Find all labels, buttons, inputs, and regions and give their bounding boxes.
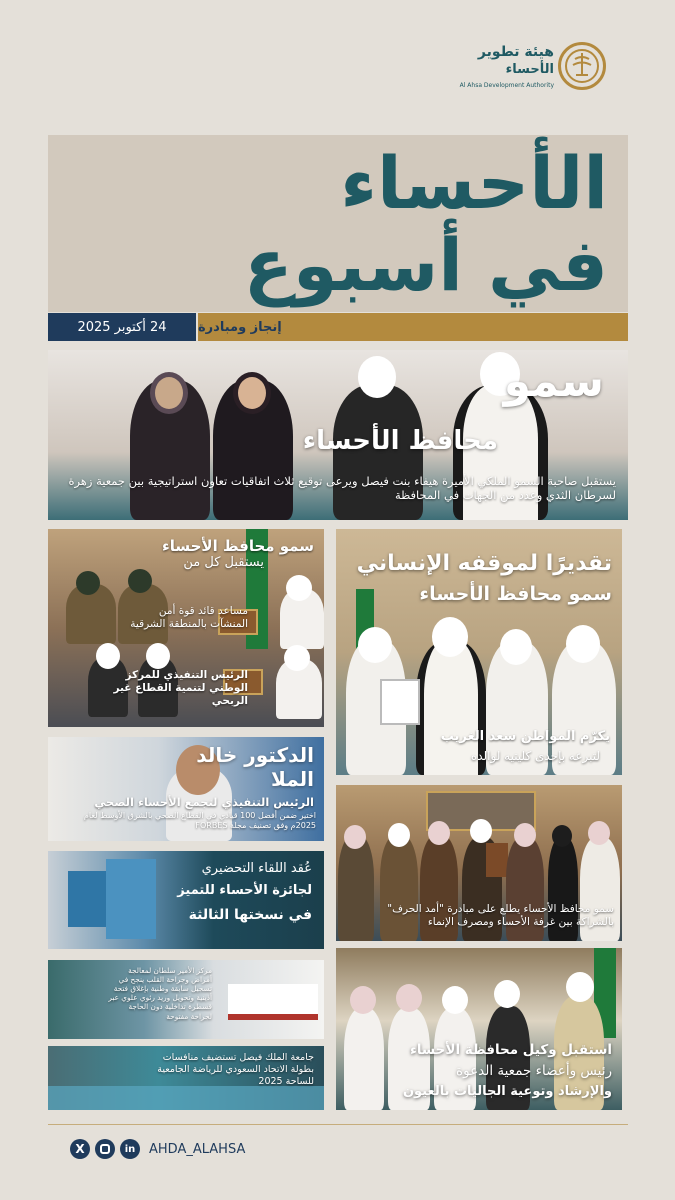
story-card-governor-honors-citizen[interactable] [336,529,622,775]
story-card-excellence-award[interactable] [48,851,324,949]
footer-handle[interactable]: AHDA_ALAHSA [149,1141,246,1157]
tagline-box [198,313,628,341]
logo-name-en: Al Ahsa Development Authority [459,82,554,89]
story4-role: الرئيس التنفيذي لتجمع الأحساء الصحي [94,795,314,809]
story2-title1: سمو محافظ الأحساء [162,537,314,555]
linkedin-icon[interactable]: in [120,1139,140,1159]
story-card-governor-receives-princess[interactable] [48,350,628,520]
story8-line2: رئيس وأعضاء جمعية الدعوة [456,1063,612,1079]
date-box [48,313,196,341]
story4-name2: الملا [271,767,314,791]
story6-line2: لجائزة الأحساء للتميز [177,883,312,898]
story1-title2: محافظ الأحساء [302,426,498,456]
date-text: 24 أكتوبر 2025 [77,319,167,335]
tagline-text: إنجاز ومبادرة [198,319,282,335]
story2-item1: مساعد قائد قوة أمن المنشآت بالمنطقة الشرقية [130,605,248,631]
story-card-heart-center[interactable] [48,960,324,1039]
story3-text1: يكرّم المواطن سعد الغريب [440,729,610,744]
header-logo [459,38,610,98]
story-card-dr-khalid[interactable] [48,737,324,841]
hero-title-line1: الأحساء [340,141,608,225]
story2-item2: الرئيس التنفيذي للمركز الوطني لتنمية القطاع غير الربحي [113,669,248,708]
story4-text: اختير ضمن أفضل 100 قيادي في القطاع الصحي بالشرق الأوسط لعام 2025م وفق تصنيف مجلة FORBES [83,811,316,830]
date-bar [48,313,628,341]
logo-emblem-icon [558,42,606,90]
hero-title-line2: في أسبوع [243,223,608,307]
logo-name-ar-1: هيئة تطوير [477,44,554,60]
story3-title2: سمو محافظ الأحساء [419,583,612,605]
footer-social [70,1138,245,1160]
story-card-governor-receives-two[interactable] [48,529,324,727]
hero-title-box [48,135,628,312]
story9-text: جامعة الملك فيصل تستضيف منافسات بطولة الاتحاد السعودي للرياضة الجامعية للساحة 2025 [157,1052,314,1087]
story-card-deputy-receives-dawah[interactable] [336,948,622,1110]
story5-text: سمو محافظ الأحساء يطلع على مبادرة "أمد الحرف" بالشراكة بين غرفة الأحساء ومصرف الإنماء [387,903,614,929]
story6-line1: عُقد اللقاء التحضيري [201,861,312,876]
story-card-kfu-sports[interactable] [48,1046,324,1110]
logo-name-ar-2: الأحساء [505,62,554,77]
instagram-icon[interactable] [95,1139,115,1159]
story4-name1: الدكتور خالد [196,743,314,767]
x-icon[interactable]: X [70,1139,90,1159]
story1-title1: سمو [503,356,604,407]
story8-line3: والإرشاد وتوعية الجاليات بالعيون [402,1084,612,1099]
story3-text2: لتبرعه بإحدى كليتيه لوالده [470,749,600,763]
story2-title2: يستقبل كل من [183,555,264,570]
story1-text: يستقبل صاحبة السمو الملكي الأميرة هيفاء بنت فيصل ويرعى توقيع ثلاث اتفاقيات تعاون استراتيجية بين جمعية زهرة لسرطان الثدي وعدد من الجهات في المحافظة [68,474,616,503]
footer-divider [48,1124,628,1125]
story-card-amad-alhiraf[interactable] [336,785,622,941]
story3-title1: تقديرًا لموقفه الإنساني [356,551,612,576]
story7-text: مركز الأمير سلطان لمعالجة أمراض وجراحة القلب ينجح في تسجيل سابقة وطنية بإغلاق فتحة أذينية وتحويل وريد رئوي علوي عبر قسطرة تداخلية دون الحاجة لجراحة مفتوحة [108,966,212,1021]
story6-line3: في نسختها الثالثة [188,907,312,923]
story8-line1: استقبل وكيل محافظة الأحساء [409,1042,612,1058]
